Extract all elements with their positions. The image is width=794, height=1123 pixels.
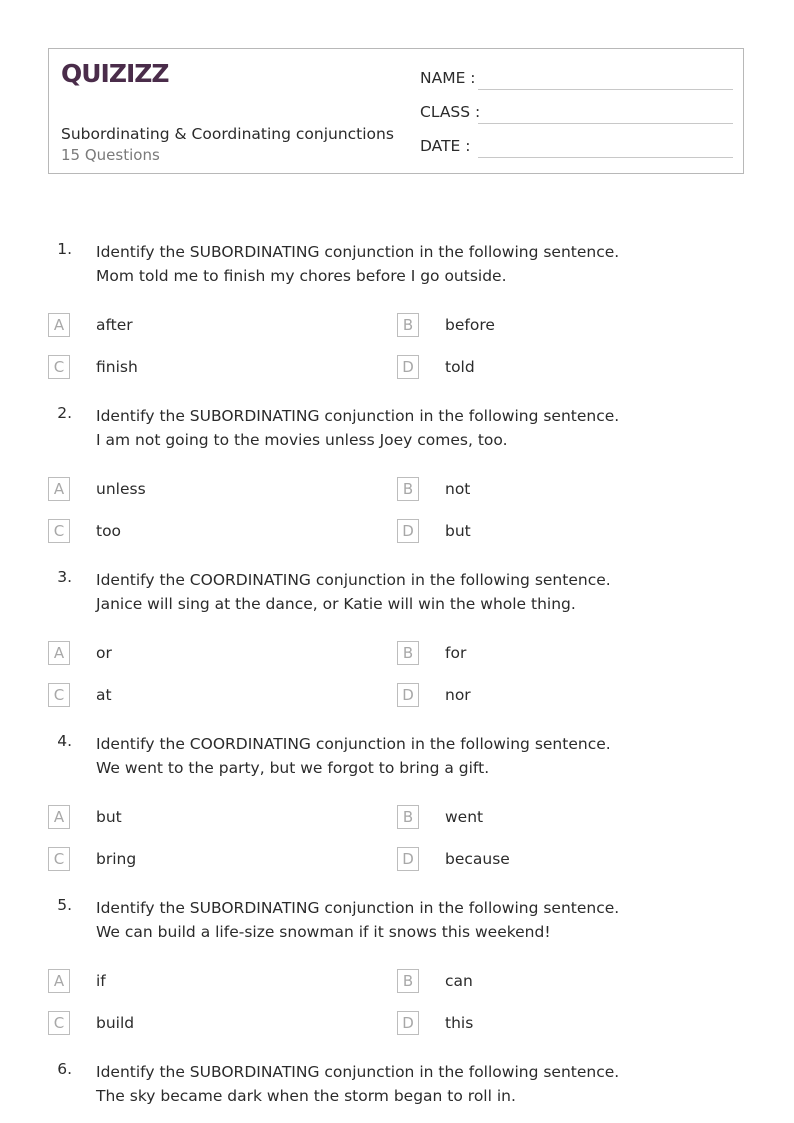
option-text-d: nor [445, 686, 471, 704]
option-letter-a[interactable]: A [48, 313, 70, 337]
option-letter-b[interactable]: B [397, 969, 419, 993]
question-sentence: We went to the party, but we forgot to bring a gift. [96, 759, 490, 777]
question-prompt: Identify the SUBORDINATING conjunction in the following sentence. [96, 1063, 620, 1081]
option-letter-c[interactable]: C [48, 519, 70, 543]
option-letter-c[interactable]: C [48, 683, 70, 707]
option-letter-b[interactable]: B [397, 313, 419, 337]
option-letter-b[interactable]: B [397, 477, 419, 501]
option-text-b: went [445, 808, 484, 826]
question-sentence: The sky became dark when the storm began to roll in. [96, 1087, 516, 1105]
question-number: 4. [57, 732, 72, 750]
option-text-c: finish [96, 358, 138, 376]
worksheet-header [48, 48, 744, 174]
option-letter-d[interactable]: D [397, 519, 419, 543]
name-field[interactable] [478, 89, 733, 90]
option-text-b: can [445, 972, 473, 990]
question-number: 6. [57, 1060, 72, 1078]
question-prompt: Identify the SUBORDINATING conjunction in the following sentence. [96, 243, 620, 261]
logo-text: QUIZIZZ [61, 59, 169, 88]
option-text-d: because [445, 850, 510, 868]
option-text-c: build [96, 1014, 135, 1032]
option-letter-c[interactable]: C [48, 1011, 70, 1035]
question-sentence: Janice will sing at the dance, or Katie will win the whole thing. [96, 595, 576, 613]
option-letter-a[interactable]: A [48, 477, 70, 501]
question-count: 15 Questions [61, 146, 160, 164]
option-text-d: this [445, 1014, 474, 1032]
option-letter-d[interactable]: D [397, 847, 419, 871]
name-label: NAME : [420, 69, 476, 87]
class-field[interactable] [478, 123, 733, 124]
question-number: 2. [57, 404, 72, 422]
option-letter-b[interactable]: B [397, 805, 419, 829]
option-text-b: for [445, 644, 467, 662]
question-prompt: Identify the SUBORDINATING conjunction in the following sentence. [96, 407, 620, 425]
option-text-a: or [96, 644, 112, 662]
option-letter-a[interactable]: A [48, 805, 70, 829]
date-field[interactable] [478, 157, 733, 158]
option-letter-d[interactable]: D [397, 355, 419, 379]
question-number: 3. [57, 568, 72, 586]
question-sentence: Mom told me to finish my chores before I go outside. [96, 267, 507, 285]
option-text-a: after [96, 316, 133, 334]
option-letter-d[interactable]: D [397, 1011, 419, 1035]
option-letter-a[interactable]: A [48, 641, 70, 665]
question-prompt: Identify the COORDINATING conjunction in the following sentence. [96, 735, 611, 753]
date-label: DATE : [420, 137, 471, 155]
option-letter-d[interactable]: D [397, 683, 419, 707]
option-text-d: told [445, 358, 475, 376]
option-letter-c[interactable]: C [48, 355, 70, 379]
question-prompt: Identify the SUBORDINATING conjunction in the following sentence. [96, 899, 620, 917]
option-text-c: at [96, 686, 112, 704]
option-text-a: if [96, 972, 106, 990]
question-number: 5. [57, 896, 72, 914]
option-letter-c[interactable]: C [48, 847, 70, 871]
class-label: CLASS : [420, 103, 481, 121]
question-sentence: We can build a life-size snowman if it snows this weekend! [96, 923, 551, 941]
question-sentence: I am not going to the movies unless Joey comes, too. [96, 431, 508, 449]
question-prompt: Identify the COORDINATING conjunction in the following sentence. [96, 571, 611, 589]
option-text-a: unless [96, 480, 146, 498]
option-text-a: but [96, 808, 122, 826]
question-number: 1. [57, 240, 72, 258]
option-text-c: too [96, 522, 122, 540]
option-text-b: before [445, 316, 495, 334]
worksheet-title: Subordinating & Coordinating conjunctions [61, 125, 394, 143]
option-text-b: not [445, 480, 471, 498]
option-letter-b[interactable]: B [397, 641, 419, 665]
option-text-d: but [445, 522, 471, 540]
quizizz-logo [61, 57, 181, 89]
option-text-c: bring [96, 850, 137, 868]
option-letter-a[interactable]: A [48, 969, 70, 993]
